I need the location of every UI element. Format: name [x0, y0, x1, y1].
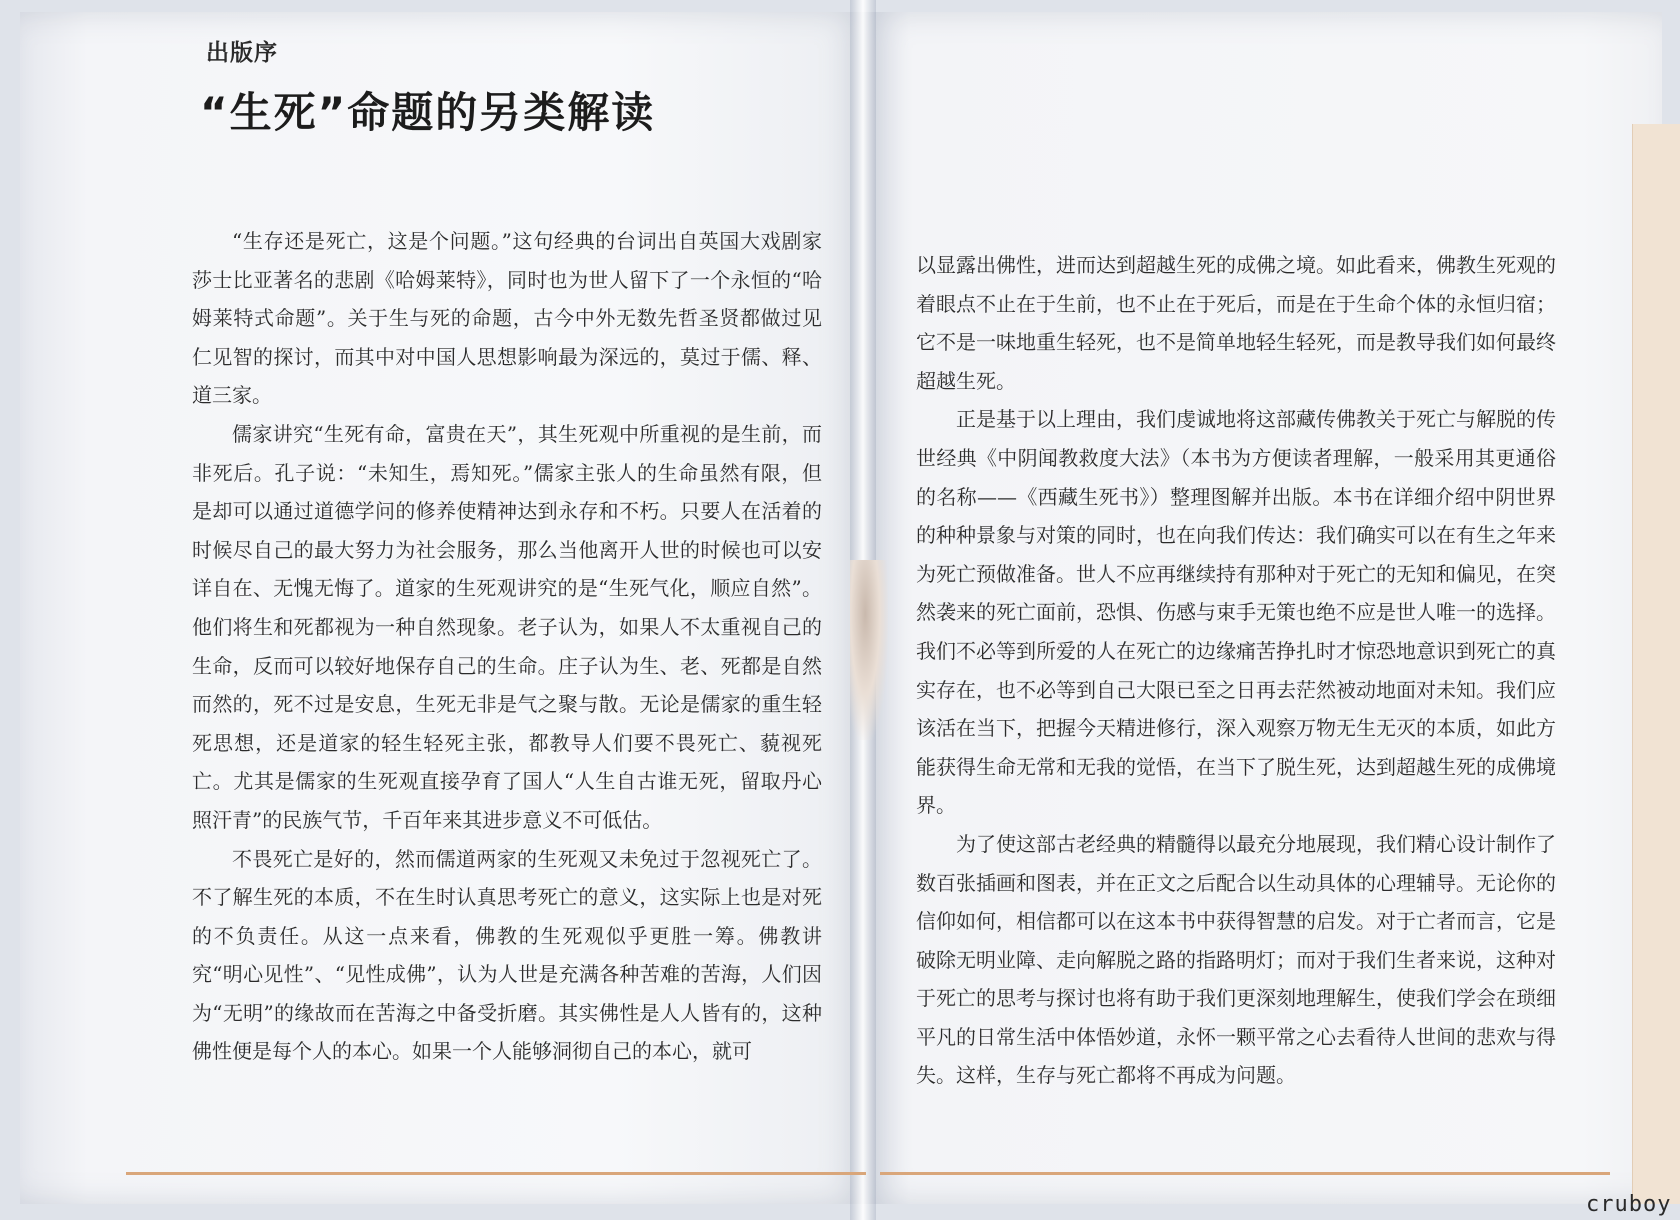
footer-rule-left [126, 1172, 866, 1175]
page-tear [850, 560, 888, 740]
page-title: “生死”命题的另类解读 [200, 88, 656, 137]
paragraph: 不畏死亡是好的，然而儒道两家的生死观又未免过于忽视死亡了。不了解生死的本质，不在生时认真思考死亡的意义，这实际上也是对死的不负责任。从这一点来看，佛教的生死观似乎更胜一筹。佛教讲究“明心见性”、“见性成佛”，认为人世是充满各种苦难的苦海，人们因为“无明”的缘故而在苦海之中备受折磨。其实佛性是人人皆有的，这种佛性便是每个人的本心。如果一个人能够洞彻自己的本心，就可 [192, 846, 822, 1064]
left-text-column [192, 222, 822, 1071]
watermark: cruboy [1586, 1192, 1672, 1217]
paragraph: “生存还是死亡，这是个问题。”这句经典的台词出自英国大戏剧家莎士比亚著名的悲剧《哈姆莱特》，同时也为世人留下了一个永恒的“哈姆莱特式命题”。关于生与死的命题，古今中外无数先哲圣贤都做过见仁见智的探讨，而其中对中国人思想影响最为深远的，莫过于儒、释、道三家。 [192, 229, 822, 408]
right-text-column [916, 246, 1556, 1095]
paragraph: 正是基于以上理由，我们虔诚地将这部藏传佛教关于死亡与解脱的传世经典《中阴闻教救度大法》（本书为方便读者理解，一般采用其更通俗的名称——《西藏生死书》）整理图解并出版。本书在详细介绍中阴世界的种种景象与对策的同时，也在向我们传达：我们确实可以在有生之年来为死亡预做准备。世人不应再继续持有那种对于死亡的无知和偏见，在突然袭来的死亡面前，恐惧、伤感与束手无策也绝不应是世人唯一的选择。我们不必等到所爱的人在死亡的边缘痛苦挣扎时才惊恐地意识到死亡的真实存在，也不必等到自己大限已至之日再去茫然被动地面对未知。我们应该活在当下，把握今天精进修行，深入观察万物无生无灭的本质，如此方能获得生命无常和无我的觉悟，在当下了脱生死，达到超越生死的成佛境界。 [916, 407, 1556, 818]
paragraph: 儒家讲究“生死有命，富贵在天”，其生死观中所重视的是生前，而非死后。孔子说：“未知生，焉知死。”儒家主张人的生命虽然有限，但是却可以通过道德学问的修养使精神达到永存和不朽。只要人在活着的时候尽自己的最大努力为社会服务，那么当他离开人世的时候也可以安详自在、无愧无悔了。道家的生死观讲究的是“生死气化，顺应自然”。他们将生和死都视为一种自然现象。老子认为，如果人不太重视自己的生命，反而可以较好地保存自己的生命。庄子认为生、老、死都是自然而然的，死不过是安息，生死无非是气之聚与散。无论是儒家的重生轻死思想，还是道家的轻生轻死主张，都教导人们要不畏死亡、藐视死亡。尤其是儒家的生死观直接孕育了国人“人生自古谁无死，留取丹心照汗青”的民族气节，千百年来其进步意义不可低估。 [192, 421, 822, 832]
paragraph: 为了使这部古老经典的精髓得以最充分地展现，我们精心设计制作了数百张插画和图表，并在正文之后配合以生动具体的心理辅导。无论你的信仰如何，相信都可以在这本书中获得智慧的启发。对于亡者而言，它是破除无明业障、走向解脱之路的指路明灯；而对于我们生者来说，这种对于死亡的思考与探讨也将有助于我们更深刻地理解生，使我们学会在琐细平凡的日常生活中体悟妙道，永怀一颗平常之心去看待人世间的悲欢与得失。这样，生存与死亡都将不再成为问题。 [916, 831, 1556, 1088]
page-edge-strip [1632, 124, 1680, 1204]
footer-rule-right [880, 1172, 1610, 1175]
section-label: 出版序 [206, 40, 278, 66]
paragraph-continuation: 以显露出佛性，进而达到超越生死的成佛之境。如此看来，佛教生死观的着眼点不止在于生前，也不止在于死后，而是在于生命个体的永恒归宿；它不是一味地重生轻死，也不是简单地轻生轻死，而是教导我们如何最终超越生死。 [916, 253, 1556, 393]
